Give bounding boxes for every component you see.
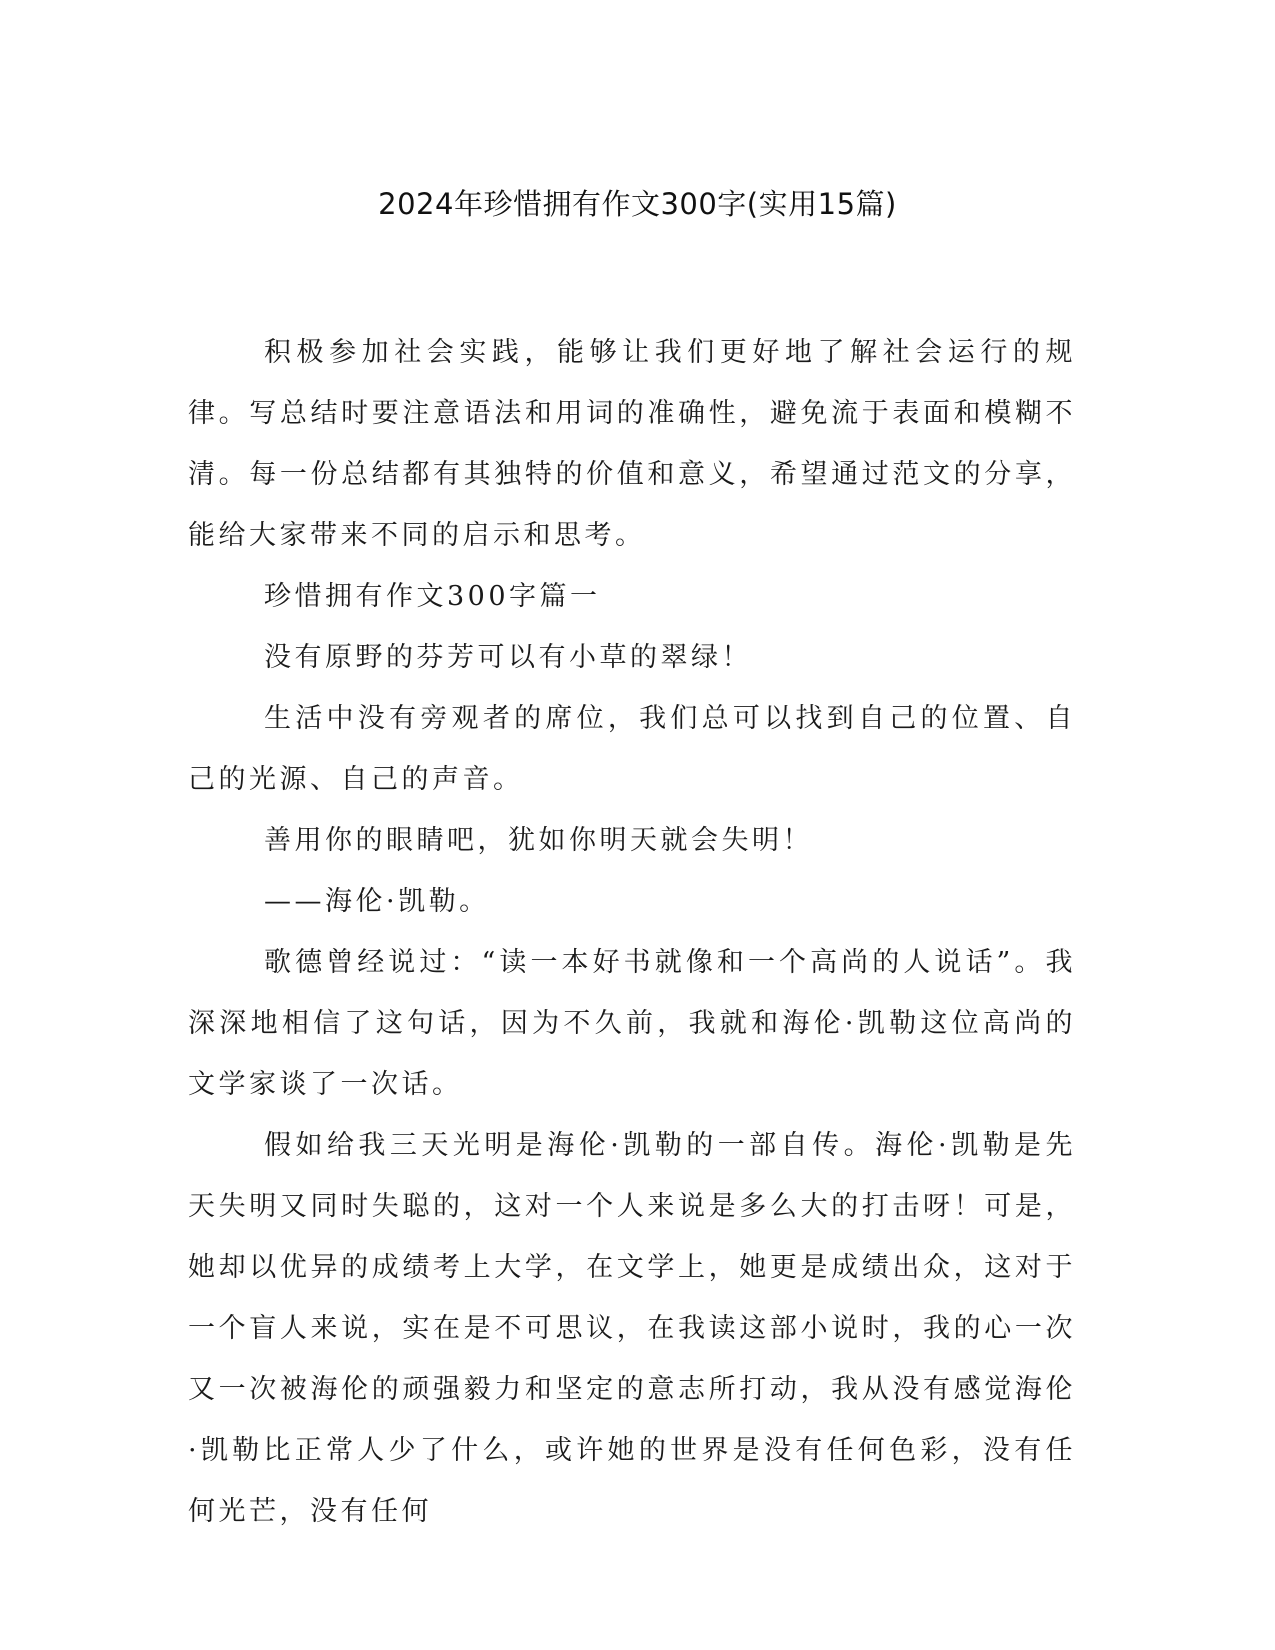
paragraph: 歌德曾经说过：“读一本好书就像和一个高尚的人说话”。我深深地相信了这句话，因为不久前，我就和海伦·凯勒这位高尚的文学家谈了一次话。 xyxy=(188,947,1076,1100)
quote-paragraph: 善用你的眼睛吧，犹如你明天就会失明！ xyxy=(264,825,813,856)
section-heading: 珍惜拥有作文300字篇一 xyxy=(264,581,601,612)
quote-attribution: ——海伦·凯勒。 xyxy=(264,886,490,917)
paragraph: 没有原野的芬芳可以有小草的翠绿！ xyxy=(264,642,752,673)
document-title: 2024年珍惜拥有作文300字(实用15篇) xyxy=(378,187,897,221)
paragraph: 假如给我三天光明是海伦·凯勒的一部自传。海伦·凯勒是先天失明又同时失聪的，这对一个人来说是多么大的打击呀！可是，她却以优异的成绩考上大学，在文学上，她更是成绩出众，这对于一个盲人来说，实在是不可思议，在我读这部小说时，我的心一次又一次被海伦的顽强毅力和坚定的意志所打动，我从没有感觉海伦·凯勒比正常人少了什么，或许她的世界是没有任何色彩，没有任何光芒，没有任何 xyxy=(188,1130,1076,1527)
paragraph: 生活中没有旁观者的席位，我们总可以找到自己的位置、自己的光源、自己的声音。 xyxy=(188,703,1076,795)
intro-paragraph: 积极参加社会实践，能够让我们更好地了解社会运行的规律。写总结时要注意语法和用词的准确性，避免流于表面和模糊不清。每一份总结都有其独特的价值和意义，希望通过范文的分享，能给大家带来不同的启示和思考。 xyxy=(188,337,1076,551)
document-body xyxy=(188,322,1076,1542)
